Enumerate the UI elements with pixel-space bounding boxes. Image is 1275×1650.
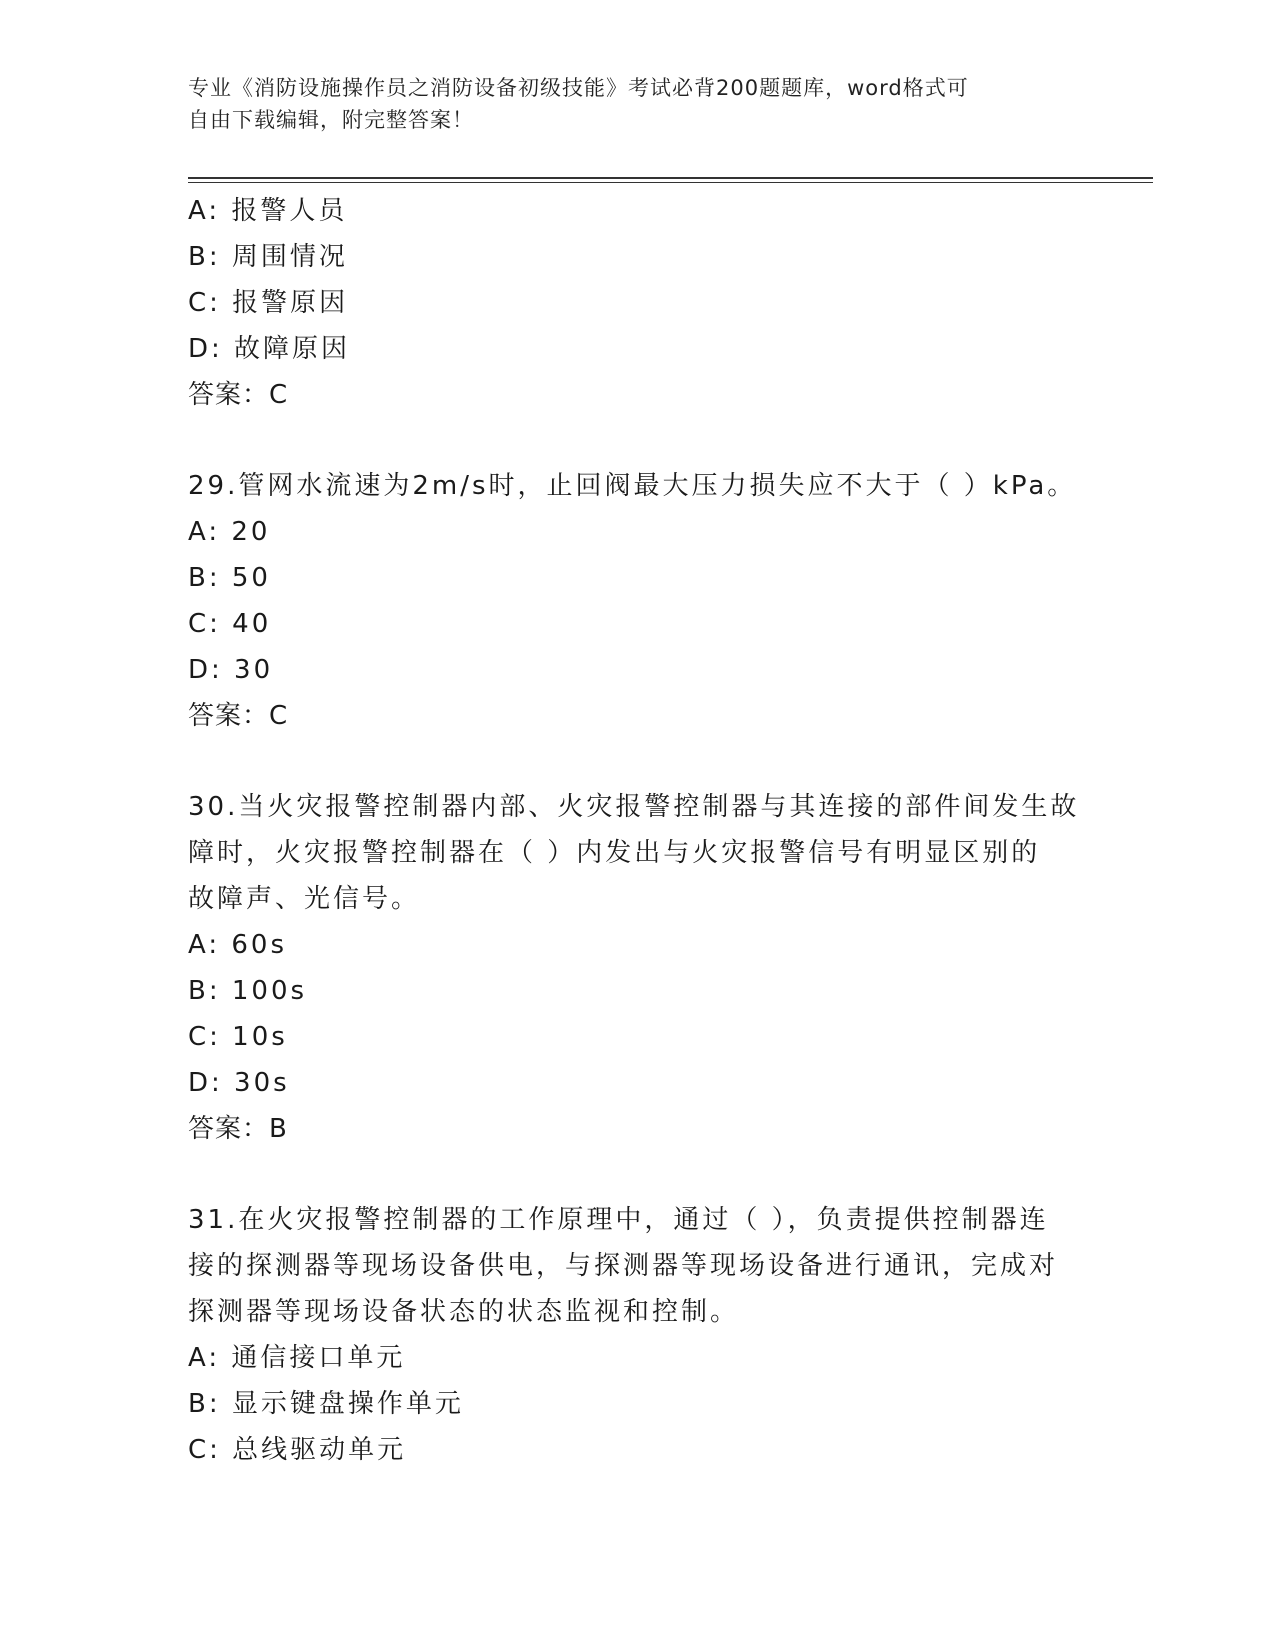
option-d: D: 30s [188,1068,290,1098]
option-b: B: 显示键盘操作单元 [188,1389,464,1419]
question-spacer [188,418,1088,463]
question-31 [188,1197,1088,1473]
question-stem-line-2: 障时，火灾报警控制器在（ ）内发出与火灾报警信号有明显区别的 [188,838,1041,868]
answer-label: 答案：B [188,1114,288,1144]
option-a: A: 通信接口单元 [188,1343,406,1373]
question-29 [188,463,1088,739]
header-title-line-2: 自由下载编辑，附完整答案！ [188,108,474,132]
option-b: B: 周围情况 [188,242,348,272]
option-c: C: 报警原因 [188,288,349,318]
answer-label: 答案：C [188,701,289,731]
question-stem-line-2: 接的探测器等现场设备供电，与探测器等现场设备进行通讯，完成对 [188,1251,1059,1281]
question-stem: 29.管网水流速为2m/s时，止回阀最大压力损失应不大于（ ）kPa。 [188,471,1077,501]
question-stem-line-1: 30.当火灾报警控制器内部、火灾报警控制器与其连接的部件间发生故 [188,792,1080,822]
option-c: C: 40 [188,609,272,639]
document-header [188,72,1068,136]
header-divider-thin [188,182,1153,183]
option-b: B: 50 [188,563,271,593]
question-30 [188,784,1088,1152]
option-d: D: 30 [188,655,274,685]
question-list [188,188,1088,1473]
answer-label: 答案：C [188,380,289,410]
option-c: C: 总线驱动单元 [188,1435,407,1465]
header-title-line-1: 专业《消防设施操作员之消防设备初级技能》考试必背200题题库，word格式可 [188,76,969,100]
question-spacer [188,1152,1088,1197]
option-d: D: 故障原因 [188,334,351,364]
option-a: A: 60s [188,930,287,960]
question-stem-line-3: 探测器等现场设备状态的状态监视和控制。 [188,1297,740,1327]
option-b: B: 100s [188,976,308,1006]
question-stem-line-1: 31.在火灾报警控制器的工作原理中，通过（ ），负责提供控制器连 [188,1205,1049,1235]
question-spacer [188,739,1088,784]
option-a: A: 20 [188,517,271,547]
option-a: A: 报警人员 [188,196,348,226]
question-28 [188,188,1088,418]
header-divider-thick [188,177,1153,179]
question-stem-line-3: 故障声、光信号。 [188,884,421,914]
option-c: C: 10s [188,1022,288,1052]
